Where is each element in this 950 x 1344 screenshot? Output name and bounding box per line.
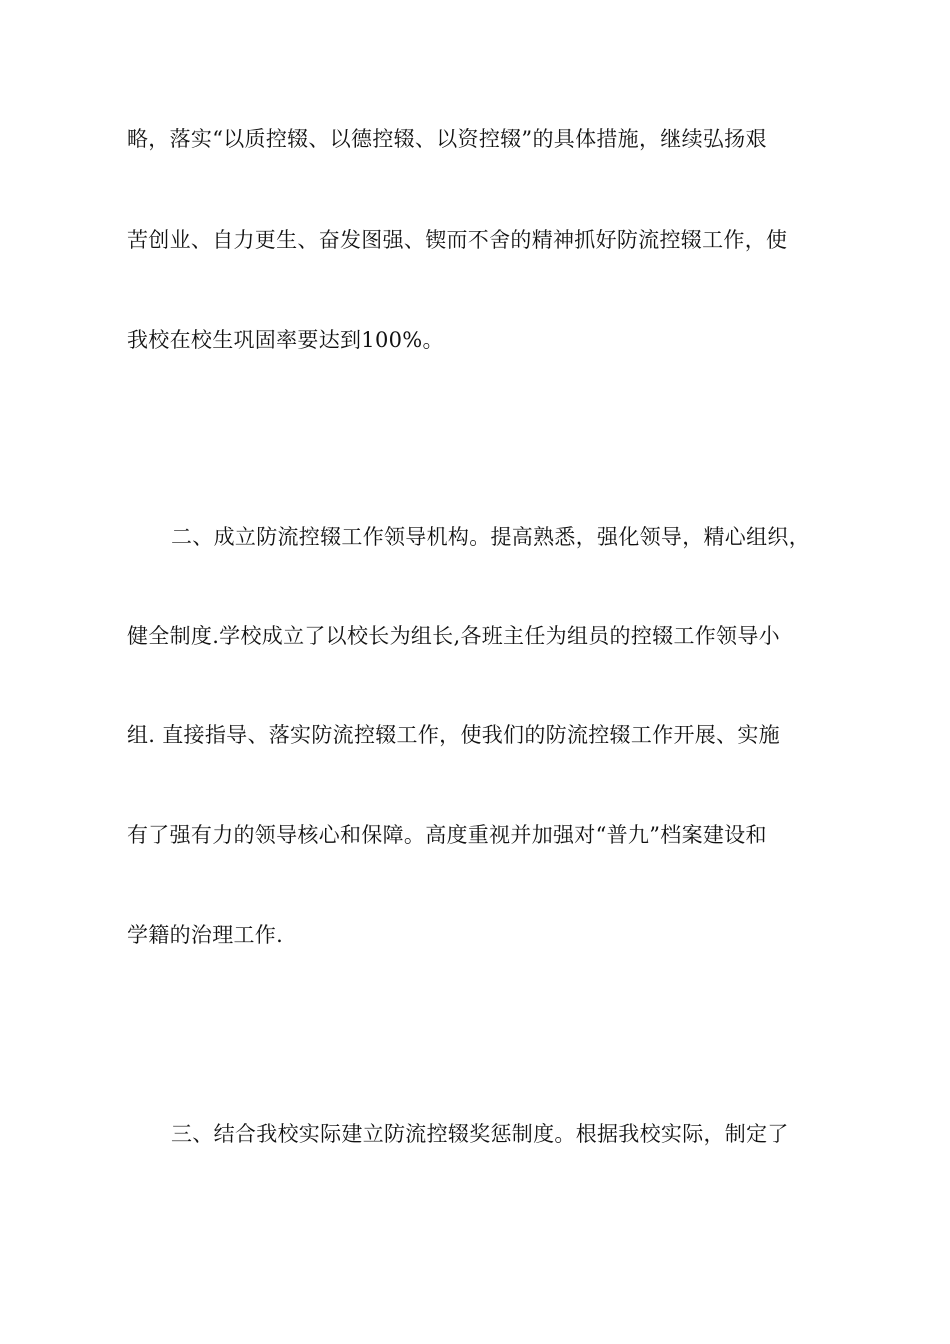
paragraph-heading-line: 二、成立防流控辍工作领导机构。提高熟悉，强化领导，精心组织，	[171, 525, 810, 549]
paragraph-heading-line: 三、结合我校实际建立防流控辍奖惩制度。根据我校实际，制定了	[171, 1122, 789, 1146]
text-line: 苦创业、自力更生、奋发图强、锲而不舍的精神抓好防流控辍工作，使	[127, 228, 788, 252]
text-line: 有了强有力的领导核心和保障。高度重视并加强对“普九”档案建设和	[127, 823, 767, 847]
text-line: 略，落实“以质控辍、以德控辍、以资控辍”的具体措施，继续弘扬艰	[127, 127, 767, 151]
text-line: 学籍的治理工作.	[127, 923, 284, 947]
text-line: 健全制度.学校成立了以校长为组长,各班主任为组员的控辍工作领导小	[127, 624, 780, 648]
text-line: 我校在校生巩固率要达到100%。	[127, 328, 444, 352]
text-line: 组. 直接指导、落实防流控辍工作，使我们的防流控辍工作开展、实施	[127, 723, 780, 747]
